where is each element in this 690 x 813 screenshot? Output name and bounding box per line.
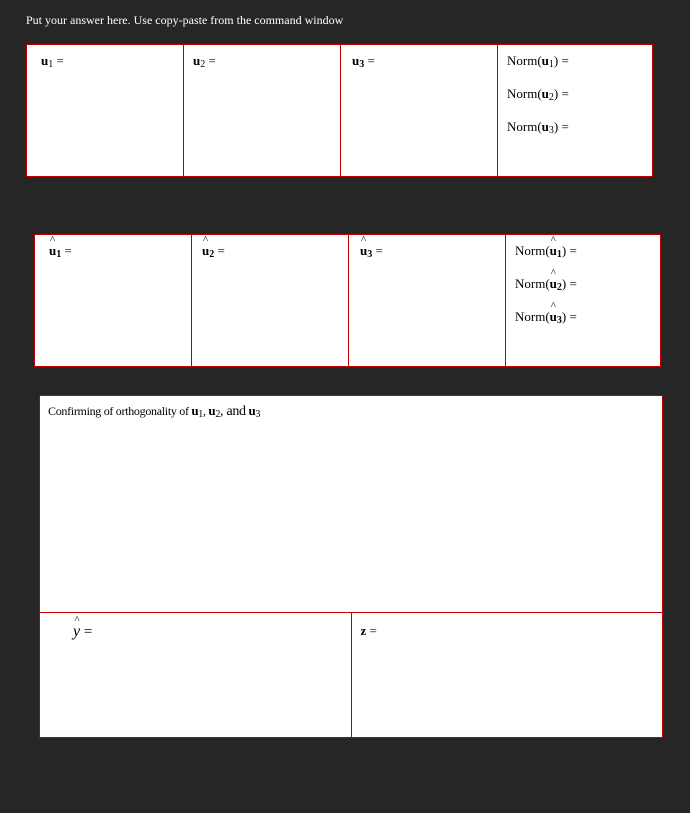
norm-u3-label: Norm(u3) = bbox=[507, 119, 569, 136]
u-vectors-table bbox=[26, 44, 653, 177]
orthogonality-answer-cell[interactable] bbox=[40, 396, 663, 613]
u-hat1-answer-cell[interactable] bbox=[35, 235, 192, 367]
u-hat2-answer-cell[interactable] bbox=[192, 235, 349, 367]
u-hat-vectors-table bbox=[34, 234, 661, 367]
u-hat2-label: ^ u2 = bbox=[192, 235, 348, 259]
orthogonality-label: Confirming of orthogonality of u1, u2, and u3 bbox=[48, 403, 261, 420]
u-hat3-label: ^ u3 = bbox=[349, 235, 505, 259]
norm-u-hat2-label: Norm(^ u2) = bbox=[515, 276, 660, 292]
z-answer-cell[interactable] bbox=[351, 613, 663, 738]
y-hat-answer-cell[interactable] bbox=[40, 613, 352, 738]
u-hat-norms-answer-cell[interactable] bbox=[506, 235, 661, 367]
u2-answer-cell[interactable] bbox=[184, 45, 341, 177]
norm-u-hat3-label: Norm(^ u3) = bbox=[515, 309, 660, 325]
u2-label: u2 = bbox=[193, 53, 216, 70]
norm-u-hat1-label: Norm(^ u1) = bbox=[515, 243, 660, 259]
u3-answer-cell[interactable] bbox=[341, 45, 498, 177]
instruction-text: Put your answer here. Use copy-paste from the command window bbox=[26, 13, 344, 27]
u1-answer-cell[interactable] bbox=[27, 45, 184, 177]
norm-u1-label: Norm(u1) = bbox=[507, 53, 569, 70]
u-hat3-answer-cell[interactable] bbox=[349, 235, 506, 367]
norm-u2-label: Norm(u2) = bbox=[507, 86, 569, 103]
u1-label: u1 = bbox=[41, 53, 64, 70]
u3-label: u3 = bbox=[352, 53, 375, 70]
z-label: z = bbox=[360, 623, 377, 638]
u-hat1-label: ^ u1 = bbox=[35, 235, 191, 259]
y-hat-label: ^ y = bbox=[40, 613, 351, 641]
orthogonality-table bbox=[39, 395, 663, 738]
norms-answer-cell[interactable] bbox=[498, 45, 653, 177]
